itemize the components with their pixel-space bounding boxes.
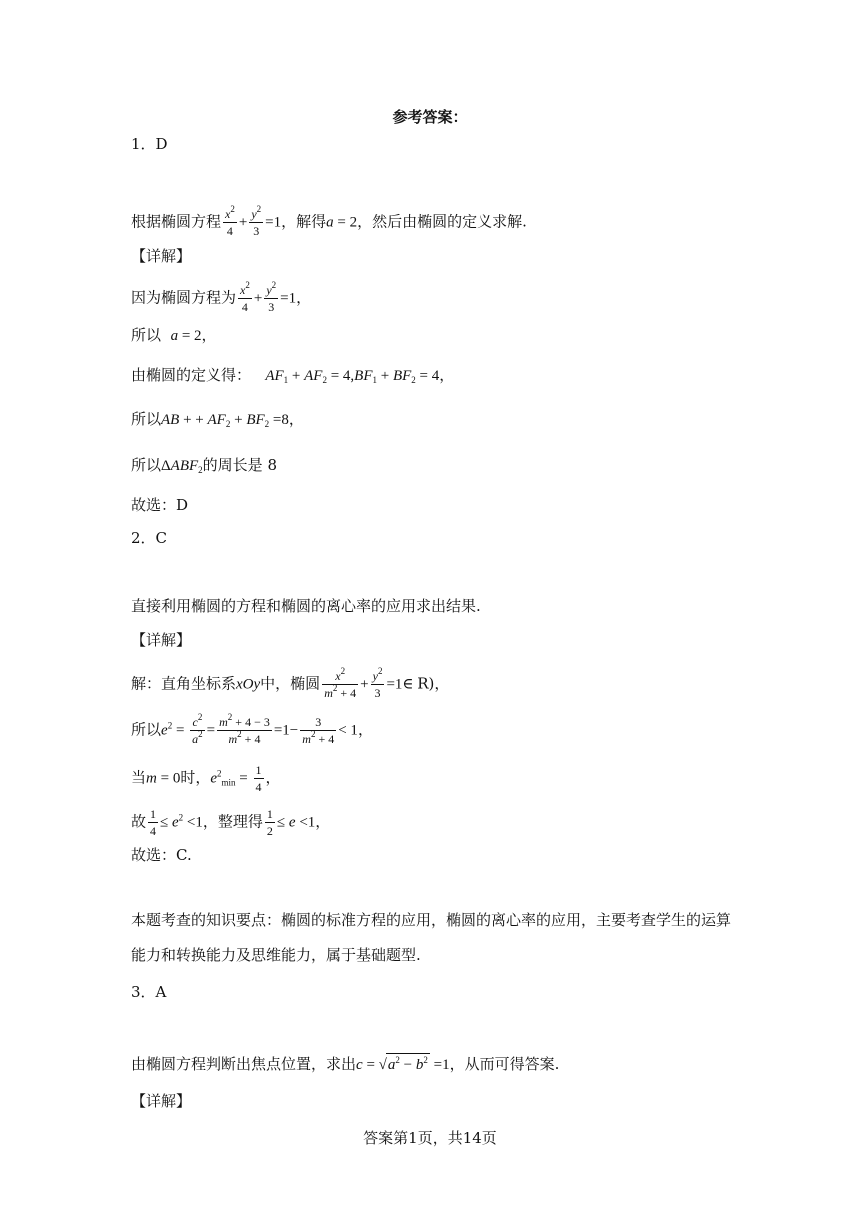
q1-choice: 故选：D	[131, 496, 189, 514]
q3-analysis: 由椭圆方程判断出焦点位置，求出$c = √a^2 - b^2 =1$，从而可得答案.	[131, 1055, 560, 1073]
q1-step-2: 所以 a = 2，	[131, 326, 217, 344]
q1-answer: 1．D	[131, 135, 168, 153]
q3-detail-heading: 【详解】	[131, 1092, 192, 1110]
page-title: 参考答案：	[392, 108, 468, 126]
q1-step-1: 因为椭圆方程为 $\frac{x^2}{4}$ + $\frac{y^2}{3}$ =1，	[131, 280, 312, 314]
q3-answer: 3．A	[131, 983, 167, 1001]
q2-comment-line-1: 本题考查的知识要点：椭圆的标准方程的应用，椭圆的离心率的应用，主要考查学生的运算	[131, 911, 732, 929]
q2-detail-heading: 【详解】	[131, 631, 192, 649]
q1-detail-heading: 【详解】	[131, 247, 192, 265]
q2-step-3: 当m = 0时，$e^2_{min}$ = $\frac{1}{4}$ ，	[131, 763, 281, 794]
q1-step-4: 所以AB + + $AF_2 + BF_2 =8$，	[131, 410, 304, 429]
q2-answer: 2．C	[131, 529, 168, 547]
q2-comment-line-2: 能力和转换能力及思维能力，属于基础题型.	[131, 946, 421, 964]
q2-choice: 故选：C.	[131, 846, 192, 864]
q2-step-4: 故 $\frac{1}{4}$ ≤ $e^2 <1$，整理得 $\frac{1}{2}$ ≤ e <1，	[131, 807, 331, 838]
q2-step-1: 解：直角坐标系xOy中，椭圆 $\frac{x^2}{m^2 + 4}$ + $\frac{y^2}{3}$ =1∈ R)，	[131, 666, 450, 700]
page-footer: 答案第1页，共14页	[363, 1129, 497, 1147]
q1-step-5: 所以$\Delta ABF_2$的周长是 8	[131, 456, 277, 475]
q1-step-3: 由椭圆的定义得： $AF_1 + AF_2 = 4,BF_1 + BF_2 = 4$，	[131, 366, 455, 385]
q2-analysis: 直接利用椭圆的方程和椭圆的离心率的应用求出结果.	[131, 597, 481, 615]
q1-analysis: 根据椭圆方程 $\frac{x^2}{4}$ + $\frac{y^2}{3}$ =1，解得a = 2，然后由椭圆的定义求解.	[131, 204, 527, 238]
q2-step-2: 所以$e^2$ = $\frac{c^2}{a^2}$ = $\frac{m^2 + 4 - 3}{m^2 + 4}$ =1− $\frac{3}{m^2 + 4}$ < 1，	[131, 712, 373, 746]
